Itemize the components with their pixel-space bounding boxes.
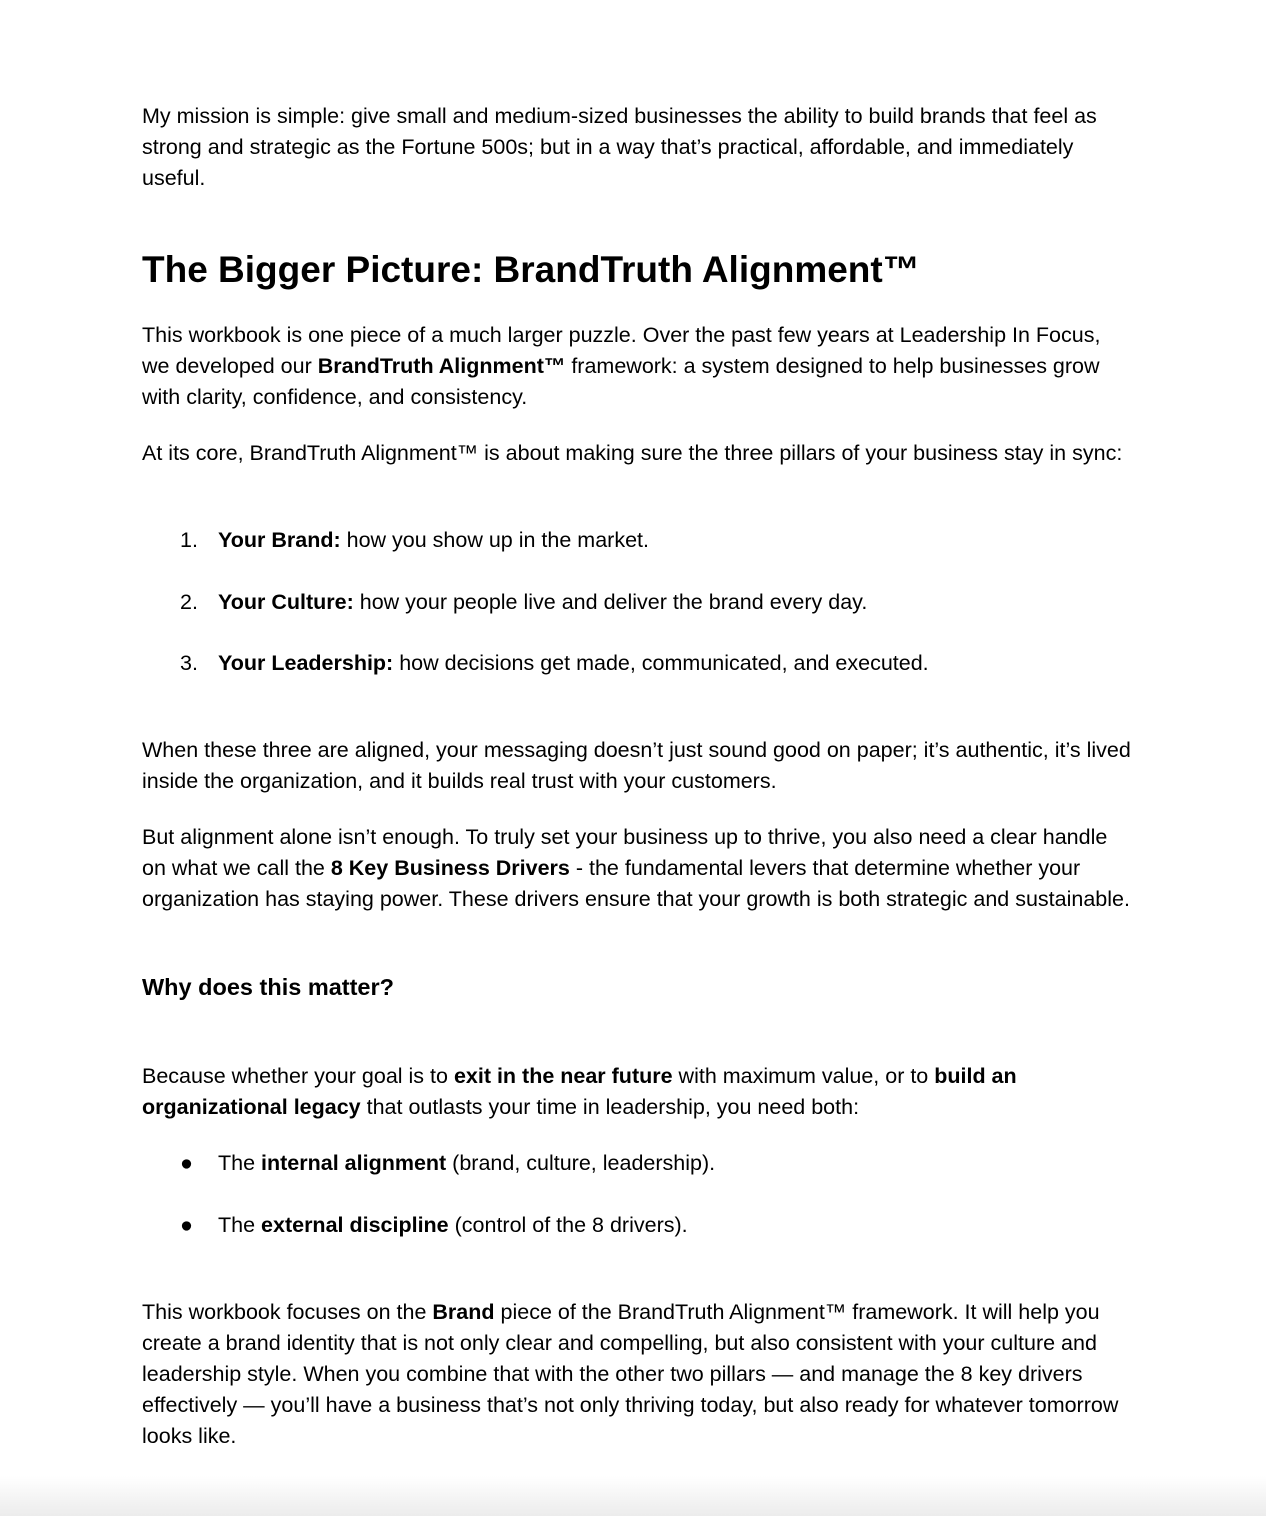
list-number: 1.	[180, 528, 198, 552]
subheading: Why does this matter?	[142, 974, 395, 1000]
document-page: My mission is simple: give small and medium-sized businesses the ability to build brands that feel as strong and strategic as the Fortune 500s; but in a way that’s practical, affordable, and immediately useful. The Bigger Picture: BrandTruth Alignment™ This workbook is one piece of a much larger puzzle. Over the past few years at Leadership In Focus, we developed our BrandTruth Alignment™ framework: a system designed to help businesses grow with clarity, confidence, and consistency. At its core, BrandTruth Alignment™ is about making sure the three pillars of your business stay in sync: 1. Your Brand: how you show up in the market. 2. Your Culture: how your people live and deliver the brand every day. 3. Your Leadership: how decisions get made, communicated, and executed. When these three are aligned, your messaging doesn’t just sound good on paper; it’s authentic, it’s lived inside the organization, and it builds real trust with your customers. But alignment alone isn’t enough. To truly set your business up to thrive, you also need a clear handle on what we call the 8 Key Business Drivers - the fundamental levers that determine whether your organization has staying power. These drivers ensure that your growth is both strategic and sustainable. Why does this matter? Because whether your goal is to exit in the near future with maximum value, or to build an organizational legacy that outlasts your time in leadership, you need both: ● The internal alignment (brand, culture, leadership). ● The external discipline (control of the 8 drivers). This workbook focuses on the Brand piece of the BrandTruth Alignment™ framework. It will help you create a brand identity that is not only clear and compelling, but also consistent with your culture and leadership style. When you combine that with the other two pillars — and manage the 8 key drivers effectively — you’ll have a business that’s not only thriving today, but also ready for whatever tomorrow looks like.	[0, 0, 1266, 1516]
mission-paragraph: My mission is simple: give small and medium-sized businesses the ability to build brands that feel as strong and strategic as the Fortune 500s; but in a way that’s practical, affordable, and immediately useful.	[142, 104, 1097, 190]
page-bottom-shadow	[0, 1476, 1266, 1516]
framework-paragraph: This workbook is one piece of a much larger puzzle. Over the past few years at Leadership In Focus, we developed our BrandTruth Alignment™ framework: a system designed to help businesses grow with clarity, confidence, and consistency.	[142, 323, 1101, 409]
pillars-intro-paragraph: At its core, BrandTruth Alignment™ is about making sure the three pillars of your business stay in sync:	[142, 441, 1123, 465]
list-number: 2.	[180, 590, 198, 614]
goals-paragraph: Because whether your goal is to exit in the near future with maximum value, or to build an organizational legacy that outlasts your time in leadership, you need both:	[142, 1064, 1017, 1119]
bullet-icon: ●	[180, 1213, 193, 1237]
alignment-paragraph: When these three are aligned, your messaging doesn’t just sound good on paper; it’s authentic, it’s lived inside the organization, and it builds real trust with your customers.	[142, 738, 1131, 793]
list-number: 3.	[180, 651, 198, 675]
drivers-paragraph: But alignment alone isn’t enough. To truly set your business up to thrive, you also need a clear handle on what we call the 8 Key Business Drivers - the fundamental levers that determine whether your organization has staying power. These drivers ensure that your growth is both strategic and sustainable.	[142, 825, 1130, 911]
bullet-icon: ●	[180, 1151, 193, 1175]
workbook-focus-paragraph: This workbook focuses on the Brand piece of the BrandTruth Alignment™ framework. It will help you create a brand identity that is not only clear and compelling, but also consistent with your culture and leadership style. When you combine that with the other two pillars — and manage the 8 key drivers effectively — you’ll have a business that’s not only thriving today, but also ready for whatever tomorrow looks like.	[142, 1300, 1119, 1448]
section-title: The Bigger Picture: BrandTruth Alignment™	[142, 249, 920, 290]
